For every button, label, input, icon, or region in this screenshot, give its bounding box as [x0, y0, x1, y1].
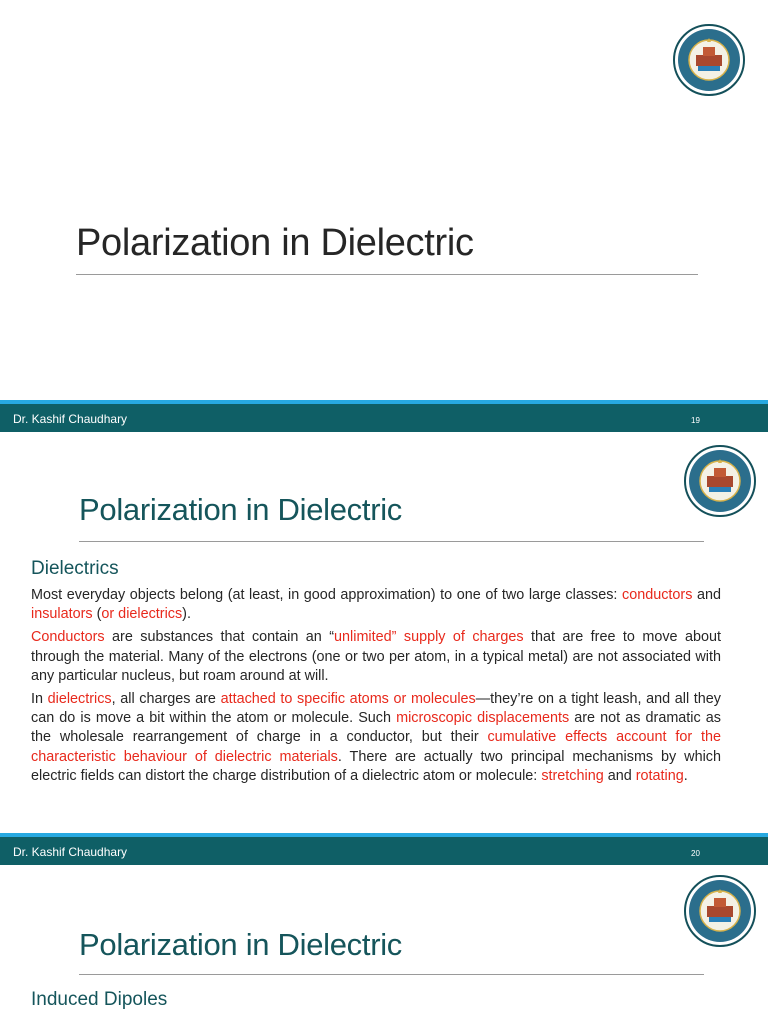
text-run: Most everyday objects belong (at least, in good approximation) to one of two large classes: — [31, 587, 622, 603]
slide-19 — [0, 0, 768, 432]
department-of-physics-seal-icon — [673, 24, 745, 96]
text-run: are not as dramatic as the wholesale rearrangement of charge in a conductor, but their — [31, 710, 721, 746]
text-run: are substances that contain an “ — [104, 629, 335, 646]
text-run: —they’re on a tight leash, and all they can do is move a bit within the atom or molecule. Such — [31, 691, 721, 727]
footer-author: Dr. Kashif Chaudhary — [13, 412, 128, 426]
title-divider — [79, 541, 704, 542]
slide-20 — [0, 432, 768, 865]
text-run: . There are actually two principal mechanisms by which electric fields can distort the charge distribution of a dielectric atom or molecule: — [31, 748, 721, 784]
text-run: . — [683, 767, 688, 784]
department-of-physics-seal-icon — [684, 875, 756, 947]
slide-title: Polarization in Dielectric — [79, 492, 402, 527]
section-heading: Dielectrics — [31, 558, 119, 579]
highlighted-term: cumulative effects account for the characteristic behaviour of dielectric materials — [31, 729, 721, 765]
text-run: that are free to move about through the material. Many of the electrons (one or two per atom, in a typical metal) are not associated with any particular nucleus, but roam around at will. — [31, 629, 721, 684]
highlighted-term: dielectrics — [47, 691, 112, 708]
text-run: , all charges are — [111, 691, 221, 708]
slide-title: Polarization in Dielectric — [79, 927, 402, 962]
text-run: and — [603, 767, 636, 784]
body-text — [31, 586, 721, 790]
text-run: and — [692, 587, 721, 603]
footer-author: Dr. Kashif Chaudhary — [13, 845, 128, 859]
slide-title: Polarization in Dielectric — [76, 222, 474, 264]
highlighted-term: or dielectrics — [101, 606, 183, 623]
slide-footer — [0, 833, 768, 865]
highlighted-term: microscopic displacements — [396, 710, 570, 727]
highlighted-term: Conductors — [31, 629, 105, 646]
slide-footer — [0, 400, 768, 432]
department-of-physics-seal-icon — [684, 445, 756, 517]
paragraph — [31, 586, 721, 624]
page-number: 19 — [691, 416, 700, 425]
highlighted-term: rotating — [635, 767, 684, 784]
highlighted-term: unlimited” supply of charges — [334, 629, 524, 646]
highlighted-term: attached to specific atoms or molecules — [220, 691, 476, 708]
highlighted-term: insulators — [31, 606, 93, 623]
section-heading: Induced Dipoles — [31, 989, 168, 1010]
paragraph — [31, 628, 721, 686]
title-divider — [76, 274, 698, 275]
text-run: In — [31, 691, 48, 708]
text-run: ). — [182, 606, 191, 623]
page-number: 20 — [691, 849, 700, 858]
paragraph — [31, 690, 721, 786]
title-divider — [79, 974, 704, 975]
highlighted-term: stretching — [541, 767, 604, 784]
slide-21 — [0, 865, 768, 1024]
text-run: ( — [92, 606, 102, 623]
highlighted-term: conductors — [622, 587, 693, 603]
